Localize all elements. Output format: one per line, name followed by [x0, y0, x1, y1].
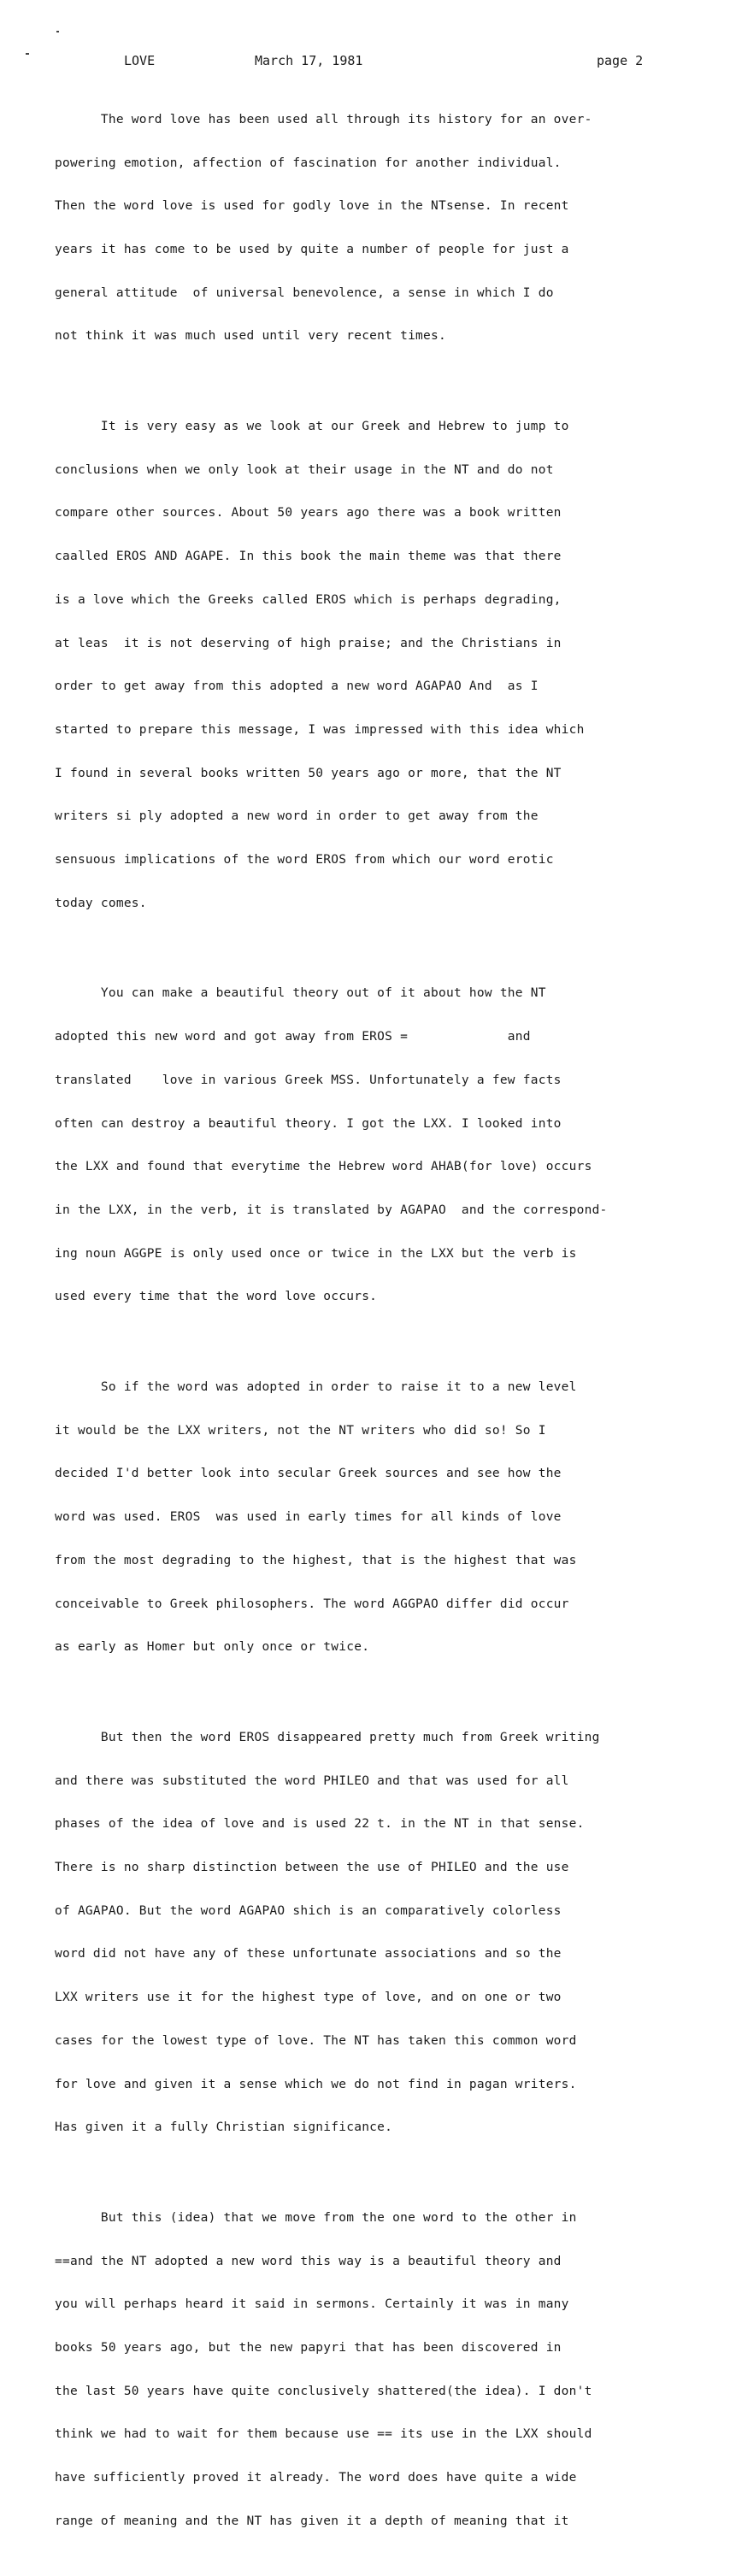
text-line: translated love in various Greek MSS. Unfortunately a few facts	[55, 1073, 562, 1087]
page-header	[0, 53, 730, 70]
text-line: conclusions when we only look at their usage in the NT and do not	[55, 462, 554, 477]
text-line: adopted this new word and got away from EROS = and	[55, 1030, 531, 1044]
paragraph	[55, 958, 687, 1334]
text-line: decided I'd better look into secular Greek sources and see how the	[55, 1467, 562, 1481]
text-line: general attitude of universal benevolence, a sense in which I do	[55, 285, 554, 300]
text-line: in the LXX, in the verb, it is translated by AGAPAO and the correspond-	[55, 1203, 608, 1217]
text-line: you will perhaps heard it said in sermons. Certainly it was in many	[55, 2297, 569, 2312]
text-line: the last 50 years have quite conclusively shattered(the idea). I don't	[55, 2384, 592, 2398]
paragraph	[55, 1351, 687, 1684]
text-line: It is very easy as we look at our Greek and Hebrew to jump to	[55, 419, 569, 433]
text-line: I found in several books written 50 years ago or more, that the NT	[55, 766, 562, 780]
text-line: from the most degrading to the highest, that is the highest that was	[55, 1553, 577, 1567]
text-line: conceivable to Greek philosophers. The word AGGPAO differ did occur	[55, 1597, 569, 1611]
text-line: Has given it a fully Christian significance.	[55, 2120, 393, 2135]
paragraph	[55, 391, 687, 939]
text-line: range of meaning and the NT has given it a depth of meaning that it	[55, 2514, 569, 2528]
text-line: think we had to wait for them because use == its use in the LXX should	[55, 2427, 592, 2442]
header-title: LOVE	[124, 53, 156, 68]
text-line: the LXX and found that everytime the Hebrew word AHAB(for love) occurs	[55, 1160, 592, 1174]
text-line: cases for the lowest type of love. The NT has taken this common word	[55, 2033, 577, 2048]
header-page-number: page 2	[597, 53, 644, 68]
text-line: The word love has been used all through its history for an over-	[55, 112, 592, 126]
text-line: started to prepare this message, I was impressed with this idea which	[55, 722, 585, 737]
text-line: So if the word was adopted in order to raise it to a new level	[55, 1379, 577, 1394]
text-line: it would be the LXX writers, not the NT writers who did so! So I	[55, 1423, 546, 1438]
paragraph	[55, 2182, 687, 2558]
text-line: order to get away from this adopted a new word AGAPAO And as I	[55, 679, 539, 694]
text-line: have sufficiently proved it already. The word does have quite a wide	[55, 2471, 577, 2485]
text-line: You can make a beautiful theory out of it about how the NT	[55, 986, 546, 1001]
text-line: phases of the idea of love and is used 22 t. in the NT in that sense.	[55, 1817, 585, 1832]
scan-speck	[56, 31, 59, 32]
text-line: But this (idea) that we move from the one word to the other in	[55, 2210, 577, 2225]
text-line: word was used. EROS was used in early times for all kinds of love	[55, 1510, 562, 1525]
text-line: LXX writers use it for the highest type of love, and on one or two	[55, 1991, 562, 2005]
text-line: sensuous implications of the word EROS from which our word erotic	[55, 853, 554, 867]
text-line: ==and the NT adopted a new word this way is a beautiful theory and	[55, 2254, 562, 2268]
text-line: compare other sources. About 50 years ago there was a book written	[55, 506, 562, 520]
text-line: caalled EROS AND AGAPE. In this book the main theme was that there	[55, 550, 562, 564]
paragraph	[55, 1702, 687, 2164]
text-line: There is no sharp distinction between the use of PHILEO and the use	[55, 1860, 569, 1874]
text-line: writers si ply adopted a new word in order to get away from the	[55, 809, 539, 824]
header-date: March 17, 1981	[255, 53, 363, 68]
text-line: used every time that the word love occurs.	[55, 1290, 378, 1304]
text-line: ing noun AGGPE is only used once or twice in the LXX but the verb is	[55, 1246, 577, 1261]
document-body	[55, 84, 687, 2576]
text-line: as early as Homer but only once or twice.	[55, 1640, 370, 1655]
text-line: for love and given it a sense which we do not find in pagan writers.	[55, 2077, 577, 2091]
text-line: today comes.	[55, 896, 147, 910]
text-line: and there was substituted the word PHILEO and that was used for all	[55, 1773, 569, 1788]
text-line: years it has come to be used by quite a number of people for just a	[55, 242, 569, 256]
text-line: Then the word love is used for godly love in the NTsense. In recent	[55, 199, 569, 214]
text-line: of AGAPAO. But the word AGAPAO shich is an comparatively colorless	[55, 1903, 562, 1918]
text-line: books 50 years ago, but the new papyri that has been discovered in	[55, 2340, 562, 2355]
paragraph	[55, 84, 687, 373]
text-line: word did not have any of these unfortunate associations and so the	[55, 1947, 562, 1961]
text-line: at leas it is not deserving of high praise; and the Christians in	[55, 636, 562, 650]
text-line: But then the word EROS disappeared pretty much from Greek writing	[55, 1730, 600, 1744]
text-line: often can destroy a beautiful theory. I got the LXX. I looked into	[55, 1116, 562, 1131]
text-line: powering emotion, affection of fascination for another individual.	[55, 156, 562, 170]
text-line: is a love which the Greeks called EROS which is perhaps degrading,	[55, 592, 562, 607]
text-line: not think it was much used until very recent times.	[55, 329, 446, 344]
